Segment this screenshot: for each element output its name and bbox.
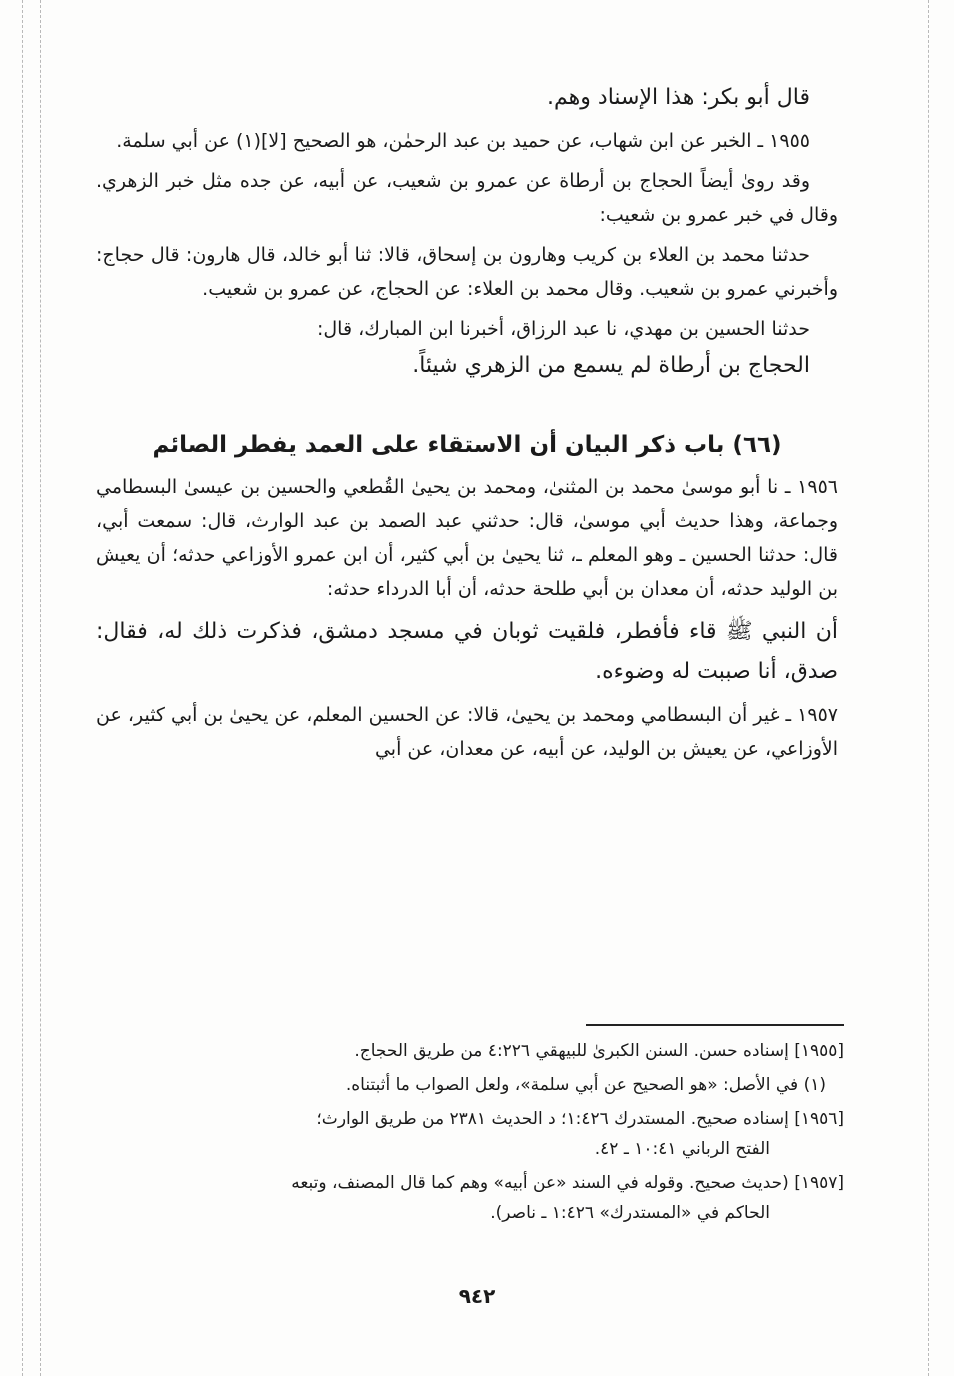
paragraph: وقد روىٰ أيضاً الحجاج بن أرطاة عن عمرو بن شعيب، عن أبيه، عن جده مثل خبر الزهري. وقال في خبر عمرو بن شعيب: — [96, 170, 838, 226]
hadith-1957: ١٩٥٧ ـ غير أن البسطامي ومحمد بن يحيىٰ، قالا: عن الحسين المعلم، عن يحيىٰ بن أبي كثير، عن الأوزاعي، عن يعيش بن الوليد، عن أبيه، عن معدان، عن أبي — [96, 704, 838, 760]
footnote-line: [١٩٥٧] (حديث صحيح. وقوله في السند «عن أبيه» وهم كما قال المصنف، وتبعه — [291, 1173, 844, 1193]
footnote-line: [١٩٥٦] إسناده صحيح. المستدرك ١:٤٢٦؛ د الحديث ٢٣٨١ من طريق الوارث؛ — [316, 1109, 844, 1129]
footnote-line: الحاكم في «المستدرك» ١:٤٢٦ ـ ناصر). — [490, 1203, 770, 1223]
page-edge-line — [40, 0, 41, 1376]
footnote-separator — [586, 1024, 844, 1026]
chapter-heading: (٦٦) باب ذكر البيان أن الاستقاء على العمد يفطر الصائم — [152, 432, 782, 458]
hadith-1955: ١٩٥٥ ـ الخبر عن ابن شهاب، عن حميد بن عبد الرحمٰن، هو الصحيح [لا](١) عن أبي سلمة. — [116, 130, 810, 152]
footnotes — [120, 1036, 844, 1232]
paragraph: حدثنا محمد بن العلاء بن كريب وهارون بن إسحاق، قالا: ثنا أبو خالد، قال هارون: قال حجاج: وأخبرني عمرو بن شعيب. وقال محمد بن العلاء: عن الحجاج، عن عمرو بن شعيب. — [96, 244, 838, 300]
paragraph: حدثنا الحسين بن مهدي، نا عبد الرزاق، أخبرنا ابن المبارك، قال: — [316, 318, 810, 340]
footnote — [120, 1168, 844, 1228]
page-edge-line — [928, 0, 929, 1376]
page-edge-line — [22, 0, 23, 1376]
main-text — [96, 78, 838, 772]
quoted-statement: الحجاج بن أرطاة لم يسمع من الزهري شيئاً. — [412, 353, 810, 378]
footnote: [١٩٥٥] إسناده حسن. السنن الكبرىٰ للبيهقي ٤:٢٢٦ من طريق الحجاج. — [354, 1041, 844, 1061]
footnote — [120, 1104, 844, 1164]
hadith-1956: ١٩٥٦ ـ نا أبو موسىٰ محمد بن المثنىٰ، ومحمد بن يحيىٰ القُطعي والحسين بن عيسىٰ البسطامي وجماعة، وهذا حديث أبي موسىٰ، قال: حدثني عبد الصمد بن عبد الوارث، قال: سمعت أبي، قال: حدثنا الحسين ـ وهو المعلم ـ، ثنا يحيىٰ بن أبي كثير، أن ابن عمرو الأوزاعي حدثه؛ أن يعيش بن الوليد حدثه، أن معدان بن أبي طلحة حدثه، أن أبا الدرداء حدثه: — [96, 476, 838, 600]
footnote-line: الفتح الرباني ١٠:٤١ ـ ٤٢. — [594, 1139, 770, 1159]
paragraph: قال أبو بكر: هذا الإسناد وهم. — [547, 85, 810, 110]
page-number: ٩٤٢ — [458, 1284, 496, 1308]
hadith-text: أن النبي ﷺ قاء فأفطر، فلقيت ثوبان في مسجد دمشق، فذكرت ذلك له، فقال: صدق، أنا صببت له وضوءه. — [96, 619, 838, 684]
footnote: (١) في الأصل: «هو الصحيح عن أبي سلمة»، ولعل الصواب ما أثبتناه. — [345, 1075, 826, 1095]
